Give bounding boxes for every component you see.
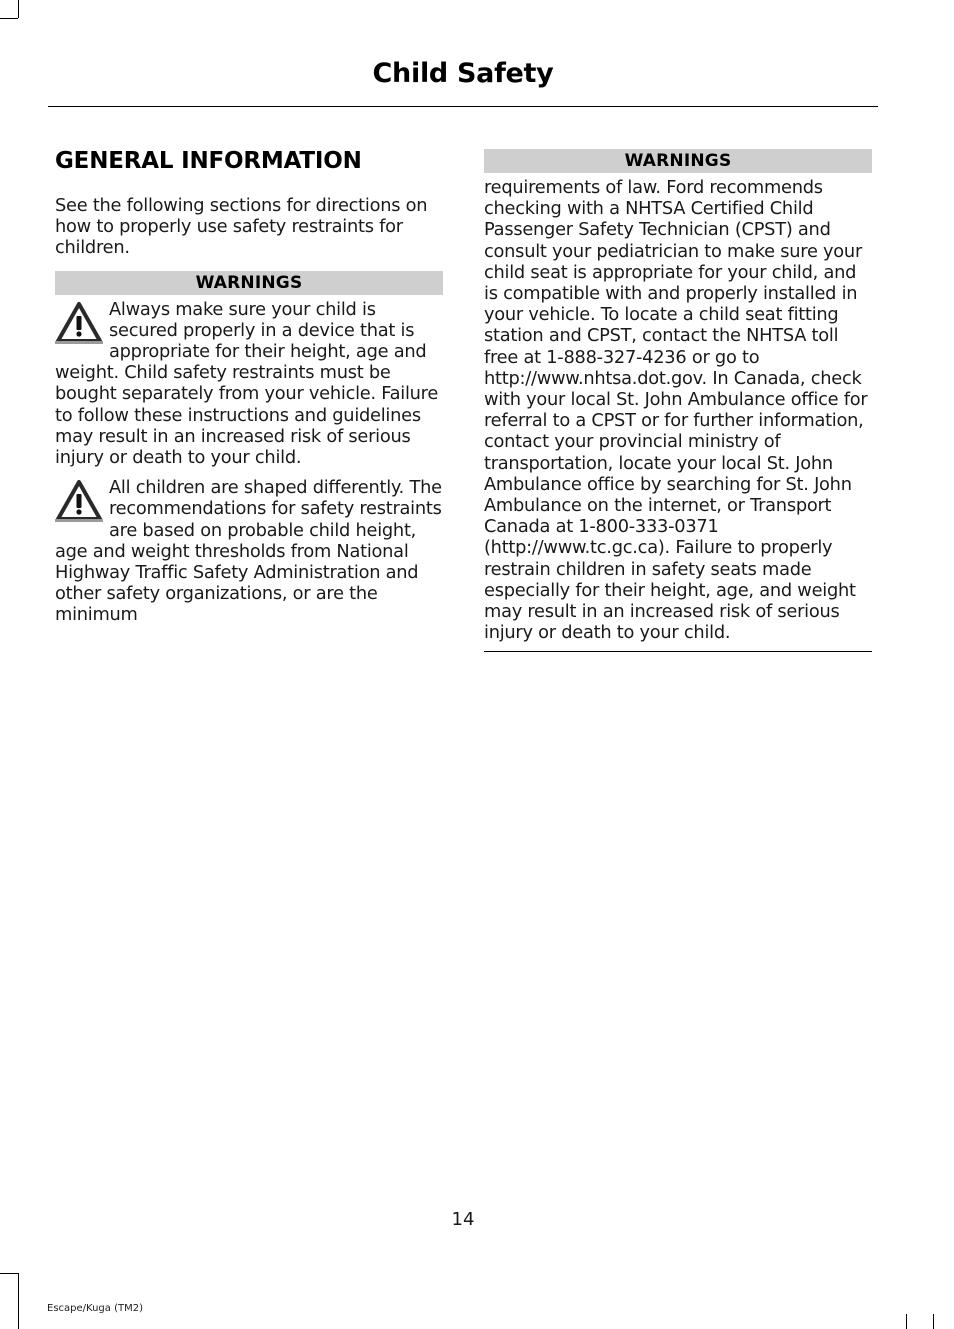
- warning-continued-text: requirements of law. Ford recommends checking with a NHTSA Certified Child Passenger Safety Technician (CPST) and consult your pediatrician to make sure your child seat is appropriate for your child, and is compatible with and properly installed in your vehicle. To locate a child seat fitting station and CPST, contact the NHTSA toll free at 1-888-327-4236 or go to http://www.nhtsa.dot.gov. In Canada, check with your local St. John Ambulance office for referral to a CPST or for further information, contact your provincial ministry of transportation, locate your local St. John Ambulance office by searching for St. John Ambulance on the internet, or Transport Canada at 1-800-333-0371 (http://www.tc.gc.ca). Failure to properly restrain children in safety seats made especially for their height, age, and weight may result in an increased risk of serious injury or death to your child.: [484, 177, 872, 652]
- warnings-header: WARNINGS: [55, 271, 443, 295]
- intro-paragraph: See the following sections for directions on how to properly use safety restraints for children.: [55, 195, 428, 259]
- crop-mark: [18, 1273, 19, 1329]
- crop-mark: [0, 18, 18, 19]
- warning-triangle-icon: [55, 301, 103, 345]
- crop-mark: [0, 1273, 18, 1274]
- left-column: [55, 147, 443, 626]
- warning-text: Always make sure your child is secured properly in a device that is appropriate for their height, age and weight. Child safety restraints must be bought separately from your vehicle. Failure to follow these instructions and guidelines may result in an increased risk of serious injury or death to your child.: [55, 298, 439, 469]
- warnings-header: WARNINGS: [484, 149, 872, 173]
- model-label: Escape/Kuga (TM2): [47, 1303, 143, 1314]
- title-divider: [48, 106, 878, 107]
- warning-text: All children are shaped differently. The recommendations for safety restraints are based on probable child height, age and weight thresholds from National Highway Traffic Safety Administration and other safety organizations, or are the minimum: [55, 477, 442, 626]
- crop-mark: [906, 1314, 907, 1329]
- page-title: Child Safety: [372, 58, 554, 89]
- warning-triangle-icon: [55, 479, 103, 523]
- warning-item: [55, 477, 443, 625]
- crop-mark: [18, 0, 19, 18]
- crop-mark: [933, 1314, 934, 1329]
- page-number: 14: [451, 1209, 475, 1230]
- right-column: [484, 149, 872, 652]
- section-heading: GENERAL INFORMATION: [55, 148, 362, 174]
- warning-item: [55, 299, 443, 469]
